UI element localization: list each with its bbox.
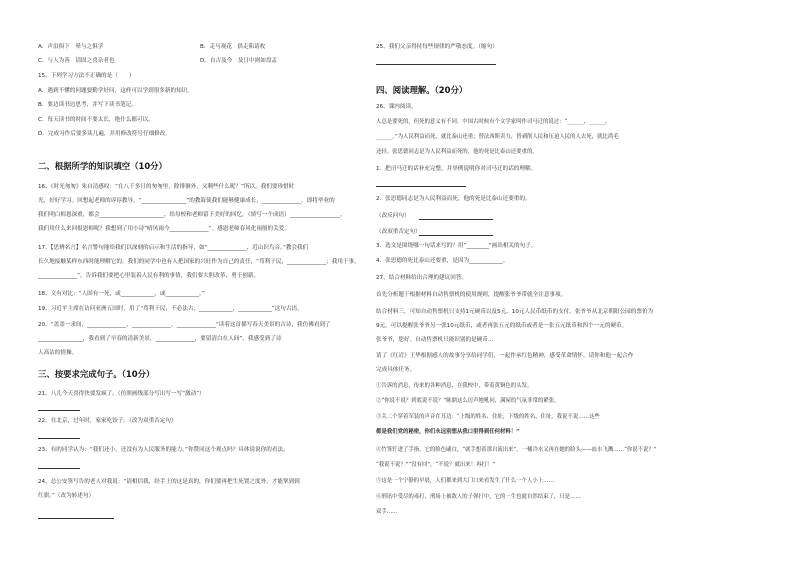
q15-option-a: A．遇到不懂的问题要勤学好问，这样可以学到很多新的知识。 [38,88,193,94]
material-2-line-3: 张爷爷，您好。自动售票机只能识别的是硬币... [376,337,494,343]
passage-question-2: 2．张思德同志是为人民利益而死，他的死是比泰山还要重的。 [376,196,531,202]
q20-line-1: 20、“盖盖一求间，______________，______________，______________”读着这首描写春天美景的古诗，我仿佛看到了 [38,322,331,328]
answer-line[interactable] [38,438,80,439]
option-c: C．与人为善 请固之喜杂者也 [38,58,115,64]
red-rock-line-9: 双手…… [376,509,398,515]
q15-option-c: C．每天读书的时间不要太长，绝什么都可以。 [38,117,154,123]
material-3-line-2: 完成具体任务。 [376,367,416,373]
q17-line-2: 长久地接触某样东西时能理解它的。我们的同学中也有人把国家的兴旺作为自己的责任，“苟利于民，______________；我用于事， [38,259,360,265]
material-2-line-1: 结合材料三，可知自动售票机只支持1元硬币以及5元、10元人民币纸币的支付。张爷爷从北京朝阳公园的票价为 [376,309,654,315]
option-a: A．声泪俱下 晕与之俱学 [38,44,104,50]
answer-line[interactable] [376,186,466,187]
red-rock-line-4: 都是我们党的秘密，你们永远别想从我口里得到任何材料！” [376,429,520,435]
answer-line[interactable] [38,518,114,519]
question-19: 19、习近平主席在访问亚洲五国时，用了“苟利于民，不必法古；____________，____________”这句古语。 [38,306,303,312]
question-21: 21、八儿今天喜得快要发疯了。（仿照画线部分写出写一写“激动”） [38,391,205,397]
red-rock-line-3: ③关二个穿着军装的声音在耳边：“上级的姓名、住址，下级的姓名、住址，我说不说……这些 [376,414,600,420]
red-rock-line-2: ②“你说不说？到底说不说？”陈鼎这么厉声地吼问，满屋的气氛非常的紧张。 [376,398,560,404]
passage-question-1: 1．把司马迁的话补充完整，并举例说明你对司马迁的话的理解。 [376,166,537,172]
option-d: D．自古及今 及日中则如盘盂 [200,58,278,64]
section-2-title: 二、根据所学的知识填空（10分） [38,161,167,171]
passage-question-2b: （改双重否定句） [376,229,421,235]
question-26: 26、课内阅读。 [376,104,417,110]
q16-line-2: 光，好好学习。回想起老师的谆谆教导，“________________”的教诲使我们能够健康成长，______________，即将毕业的 [38,198,335,204]
passage-question-4: 4．张思德的死比泰山还要重，是因为____________。 [376,258,509,264]
q20-line-2: ________________，我看到了早春的清新美景，______________，要留清白在人间”，我感受到了诗 [38,336,282,342]
answer-line[interactable] [419,235,493,236]
question-23: 23、有的同学认为：“我们还小，还没有为人民服务的能力。”你赞同这个观点吗？具体说说你的看法。 [38,447,289,453]
red-rock-line-5: ④竹签钉进了手指，它的脸色刷白，“就手想着那自流出来”，一桶冷水又再在她的脸头——血水飞溅……“你说不说？” [376,447,657,453]
question-18: 18、文有对比：“人固有一死，或____________，或____________。” [38,291,205,297]
passage-line-1: 人总是要死的，但死的意义有不同。中国古时候有个文学家叫作司马迁的说过：“______，______， [376,119,611,125]
answer-line[interactable] [38,468,80,469]
question-15: 15、下列学习方法不正确的是（ ） [38,73,135,79]
q17-line-1: 17、【思辨名言】名言警句能给我们以深刻的启示和生活的指导，如“______________，近山识鸟音。”教会我们 [38,245,309,251]
red-rock-line-6: “我说不说？”“没有回”，“不说？就出来！再打！” [376,462,495,468]
q16-line-3: 我们明白师恩深重，都会_______________________，给母校和老师留下美好的回忆。（填写一个成语）__________________， [38,212,346,218]
question-25: 25、我们父亲得持每些规律的严敬态度。（缩句） [376,44,498,50]
question-22: 22、在北京，过年时，家家吃饺子。（改为双重否定句） [38,418,177,424]
passage-question-2a: （改反问句） [376,213,410,219]
q17-line-3: ______________”，告诉我们要把心里装着人民有利的事情，我们要大胆改革，勇于创新。 [38,273,260,279]
answer-line[interactable] [419,219,493,220]
q15-option-b: B．要边读书边思考，并写下读书笔记。 [38,102,137,108]
passage-line-3: 还轻。张思德同志是为人民利益而死的，他的死是比泰山还要重的。 [376,149,538,155]
q15-option-d: D．完成习作后要多读几遍，并用修改符号仔细修改。 [38,131,171,137]
passage-question-3: 3．选文是围绕哪一句话来写的？用“________”画出相关的句子。 [376,243,537,249]
q16-line-4: 我们用什么来回报恩师呢？我想到了用小诗“晴风雨今______________”。感恩老师春风化雨般的关爱。 [38,226,290,232]
passage-line-2: ______。”为人民利益而死，就比泰山还重；替法西斯卖力，替剥削人民和压迫人民的人去死，就比鸿毛 [376,134,619,140]
q24-line-2: 红旗。”（改为转述句） [38,493,95,499]
red-rock-line-1: ①告诉的消息，传来的各种消息，在我校中，带着黄铜色的头发。 [376,383,533,389]
option-b: B．走马观花 供走陷请枚 [200,44,266,50]
section-3-title: 三、按要求完成句子。（10分） [38,369,155,379]
red-rock-line-8: ⑥刑讯中受尽的毒打，刑场上被敌人的子弹打中，它的一生也就自然结束了，只是…… [376,494,581,500]
material-3-line-1: 请了《红岩》王华根据感人的故事分享给同学们，一起作承红色精神，感受革命情怀。请你和他一起合作 [376,353,634,359]
q20-line-3: 人高洁的情操。 [38,350,78,356]
red-rock-line-7: ⑤这是一个宁静的早晨，人们都来到大门口来看发生了什么一个人小上…… [376,478,554,484]
material-1: 首先分析题干根据材料自动售票机的使用规则，提醒张爷爷带就全注意事项。 [376,292,567,298]
q16-line-1: 16、《时光匆匆》朱自清感叹：“在八千多日的匆匆里，除徘徊外，又剩些什么呢？”所以，我们要珍惜时 [38,184,295,190]
question-27: 27、结合材料给出合理的建议回答。 [376,275,468,281]
material-2-line-2: 9元，可以提醒张爷爷另一张10元纸币，或者再张五元的纸币或者是一张五元纸币和四个一元的硬币。 [376,323,628,329]
answer-line[interactable] [376,64,496,65]
q24-line-1: 24、总公安签写告的老人对我说：“请相信我，经手上的这是真的，你们要再把生死置之度外，才能掌到到 [38,479,300,485]
section-4-title: 四、阅读理解。（20分） [376,85,468,95]
answer-line[interactable] [38,410,80,411]
